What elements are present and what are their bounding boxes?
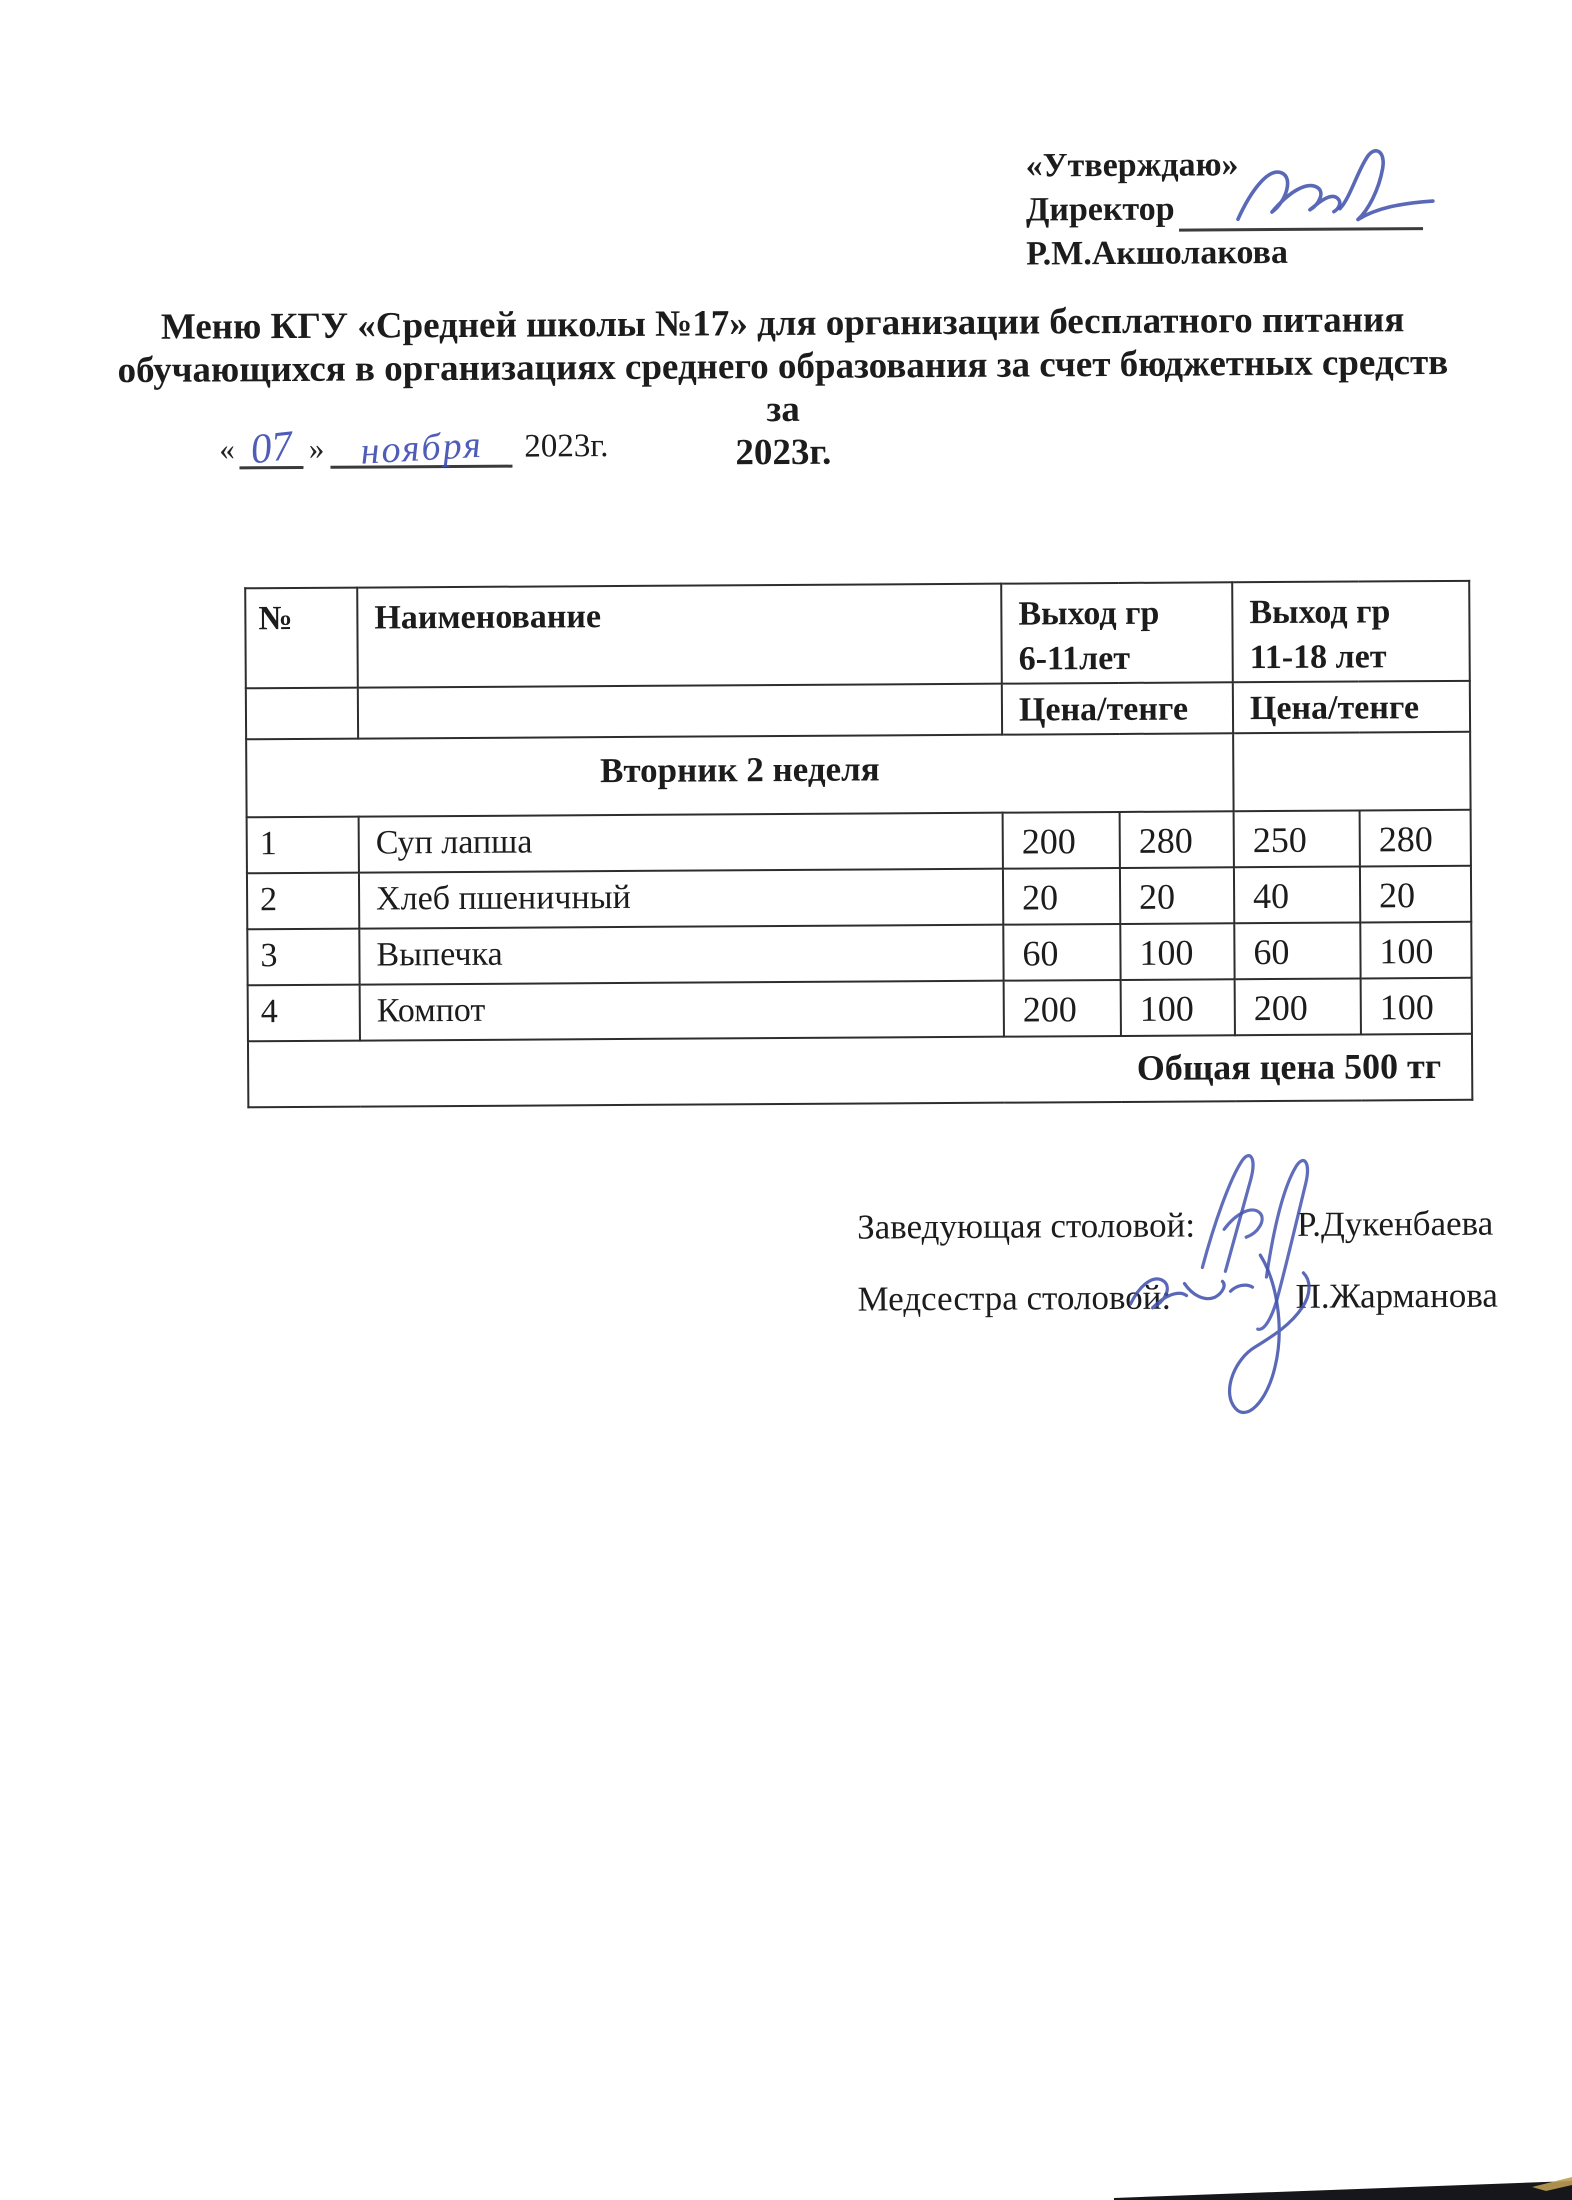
table-header-row [245, 581, 1470, 688]
canteen-manager-label: Заведующая столовой: [857, 1205, 1196, 1247]
price-header-11-18: Цена/тенге [1233, 681, 1470, 733]
dish-name: Хлеб пшеничный [359, 868, 1003, 928]
scan-edge-artifact [1100, 2176, 1572, 2200]
cell-price-11-18: 280 [1360, 809, 1471, 866]
table-row [247, 921, 1471, 984]
canteen-manager-name: Р.Дукенбаева [1296, 1203, 1494, 1244]
price-header-6-11: Цена/тенге [1002, 682, 1233, 734]
cell-output-6-11: 200 [1004, 980, 1121, 1037]
date-line [219, 415, 609, 474]
col-num-header: № [245, 588, 358, 688]
handwritten-day: 07 [247, 422, 295, 474]
menu-table [244, 580, 1473, 1108]
dish-name: Компот [360, 980, 1004, 1040]
month-blank [330, 423, 512, 473]
close-quote: » [308, 430, 325, 466]
title-line-3: 2023г. [735, 431, 832, 474]
col-output-11-18-header [1232, 581, 1470, 682]
total-row [248, 1033, 1472, 1106]
section-title: Вторник 2 неделя [246, 733, 1233, 817]
cell-price-6-11: 100 [1120, 923, 1234, 980]
title-line-1: Меню КГУ «Средней школы №17» для организации бесплатного питания [160, 299, 1405, 348]
title-line-2: обучающихся в организациях среднего образования за счет бюджетных средств за [117, 341, 1449, 431]
dish-name: Выпечка [359, 924, 1003, 984]
cell-output-6-11: 20 [1003, 868, 1120, 925]
table-row [247, 865, 1471, 928]
table-row [248, 977, 1472, 1040]
row-number: 1 [247, 816, 359, 873]
cell-output-11-18: 200 [1235, 978, 1361, 1035]
output-11-18-line1: Выход гр [1249, 593, 1391, 632]
table-row [247, 809, 1471, 872]
cell-price-6-11: 280 [1120, 811, 1234, 868]
director-signature-ink [1228, 144, 1441, 241]
row-number: 3 [247, 928, 359, 985]
year-label: 2023г. [524, 428, 609, 465]
total-price-label: Общая цена 500 тг [248, 1033, 1472, 1106]
director-label: Директор [1025, 190, 1175, 229]
cell-price-6-11: 20 [1120, 867, 1234, 924]
output-6-11-line2: 6-11лет [1018, 639, 1131, 678]
cell-price-11-18: 20 [1360, 865, 1471, 922]
cell-price-11-18: 100 [1361, 977, 1472, 1034]
empty-cell [358, 683, 1002, 738]
row-number: 2 [247, 872, 359, 929]
cell-price-11-18: 100 [1360, 921, 1471, 978]
dish-name: Суп лапша [359, 812, 1003, 872]
cell-output-11-18: 250 [1234, 810, 1360, 867]
col-name-header: Наименование [357, 584, 1002, 688]
open-quote: « [219, 431, 235, 467]
empty-cell [246, 687, 358, 739]
handwritten-month: ноября [359, 423, 484, 473]
nurse-label: Медсестра столовой: [857, 1277, 1172, 1319]
nurse-signature-ink [1120, 1241, 1323, 1430]
cell-price-6-11: 100 [1121, 979, 1235, 1036]
output-11-18-line2: 11-18 лет [1249, 638, 1387, 677]
row-number: 4 [248, 984, 360, 1041]
nurse-name: П.Жарманова [1295, 1275, 1498, 1316]
empty-cell [1233, 731, 1470, 810]
price-header-row [246, 681, 1470, 739]
col-output-6-11-header [1001, 582, 1233, 683]
output-6-11-line1: Выход гр [1018, 594, 1160, 633]
cell-output-6-11: 200 [1003, 812, 1120, 869]
director-name: Р.М.Акшолакова [1026, 233, 1289, 273]
cell-output-11-18: 60 [1234, 922, 1360, 979]
cell-output-6-11: 60 [1003, 924, 1120, 981]
day-blank [239, 422, 303, 474]
cell-output-11-18: 40 [1234, 866, 1360, 923]
section-row [246, 731, 1470, 816]
approval-word: «Утверждаю» [1025, 146, 1239, 185]
